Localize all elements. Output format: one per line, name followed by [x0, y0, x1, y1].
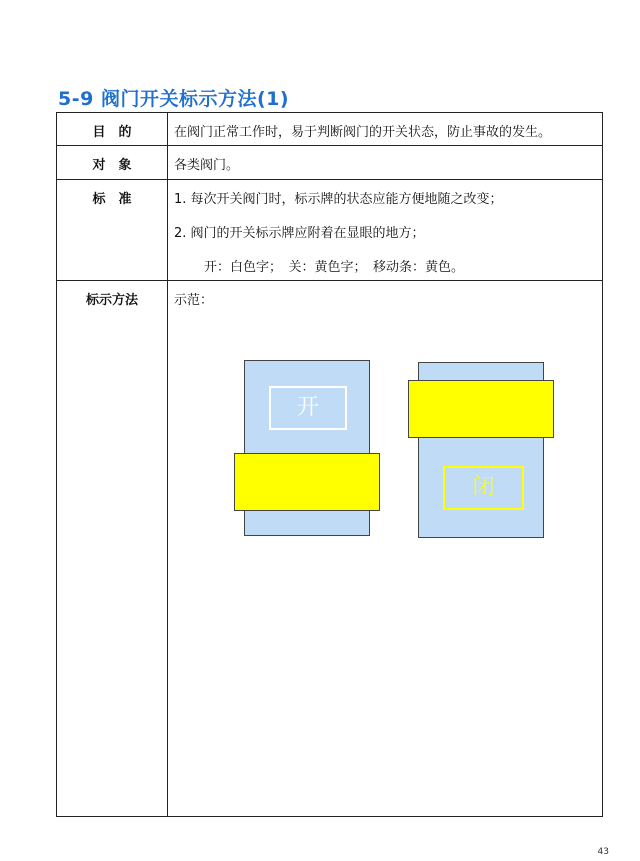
row-label: 标示方法 [57, 281, 168, 816]
yellow-slider-bar [234, 453, 380, 511]
close-label-box: 闭 [443, 466, 524, 510]
row-content [168, 113, 602, 145]
content-line: 1. 每次开关阀门时，标示牌的状态应能方便地随之改变； [174, 192, 503, 207]
row-content [168, 146, 602, 179]
row-label: 目 的 [57, 113, 168, 145]
page-title: 5-9 阀门开关标示方法(1) [58, 88, 290, 110]
content-line: 示范： [174, 293, 214, 308]
row-label: 标 准 [57, 180, 168, 280]
table-row-purpose [57, 113, 602, 146]
table-row-standard [57, 180, 602, 281]
row-label: 对 象 [57, 146, 168, 179]
row-content [168, 180, 602, 280]
open-label-box: 开 [269, 386, 347, 430]
content-line: 在阀门正常工作时，易于判断阀门的开关状态，防止事故的发生。 [174, 125, 552, 140]
content-line: 2. 阀门的开关标示牌应附着在显眼的地方； [174, 226, 425, 241]
content-line: 开：白色字； 关：黄色字； 移动条：黄色。 [204, 260, 465, 275]
table-row-target [57, 146, 602, 180]
content-line: 各类阀门。 [174, 158, 240, 173]
yellow-slider-bar [408, 380, 554, 438]
page-number: 43 [597, 847, 609, 857]
